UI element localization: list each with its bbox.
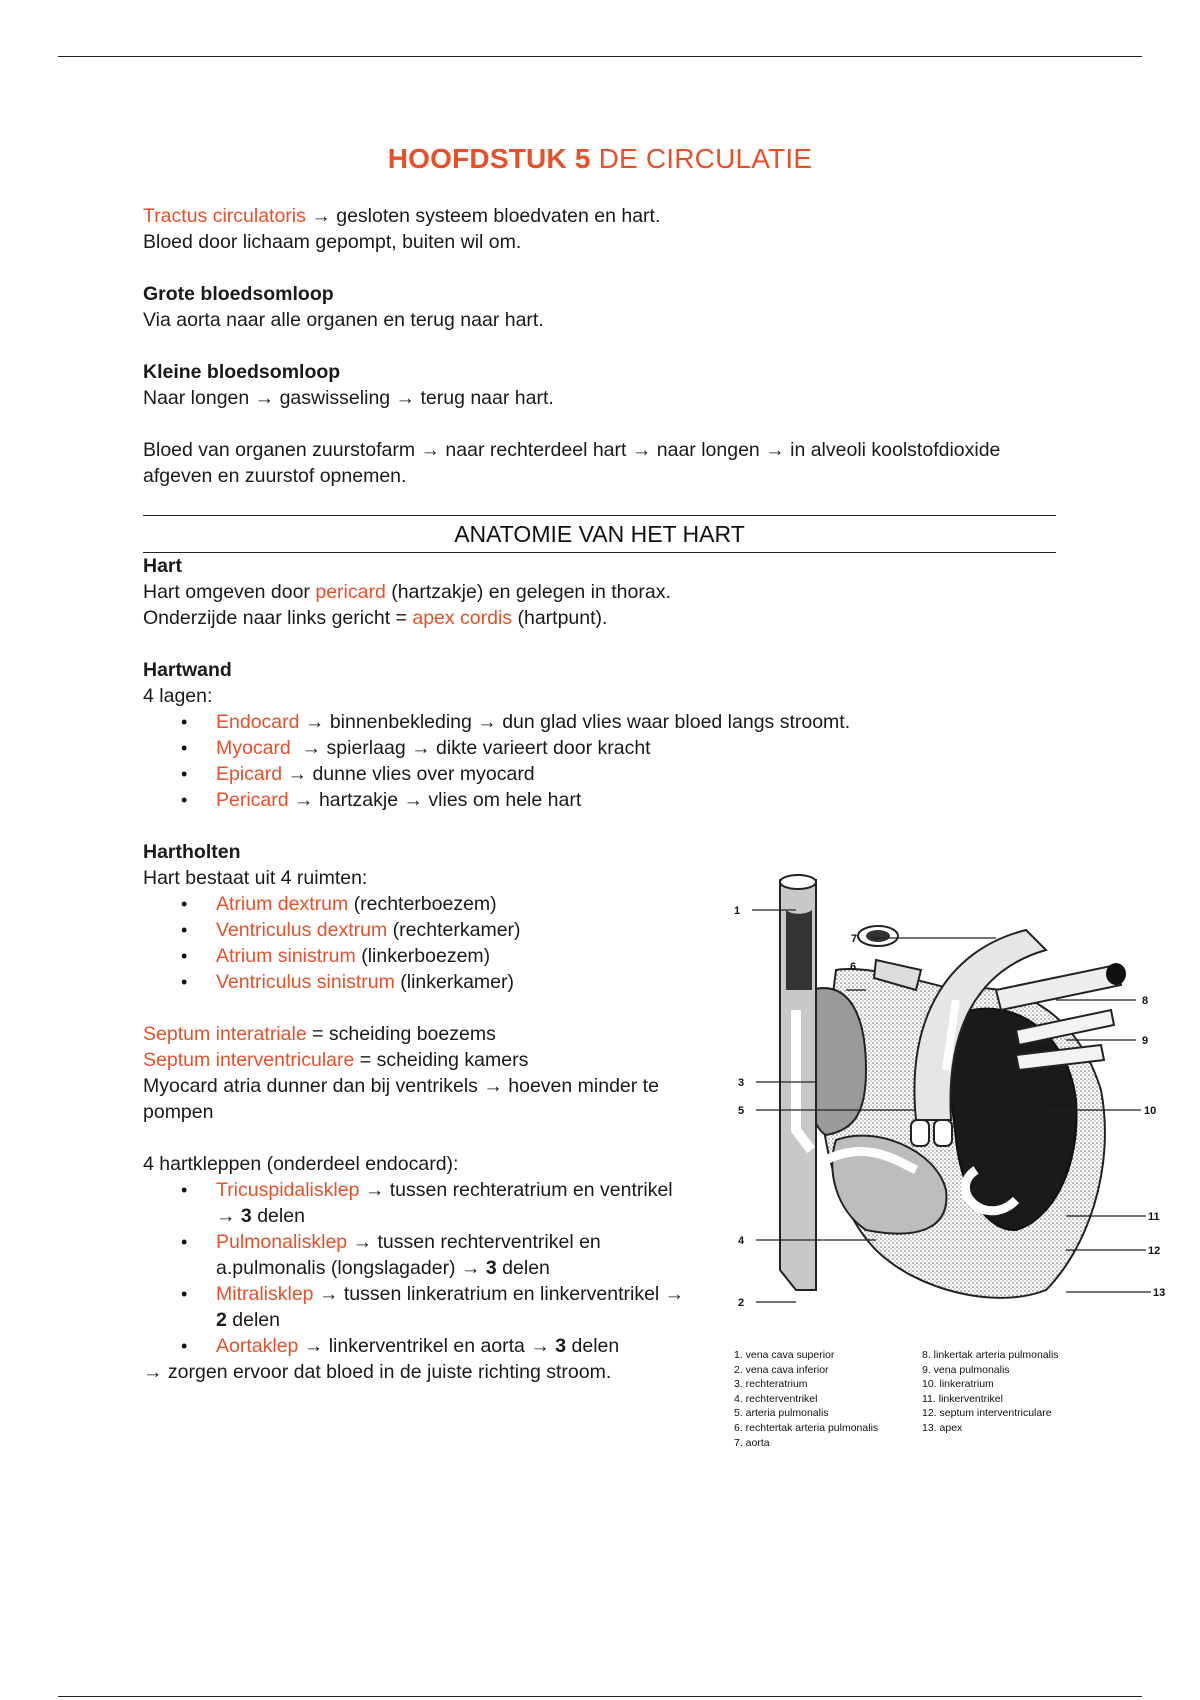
hartholten-list	[143, 891, 703, 995]
kleppen-list	[143, 1177, 703, 1359]
hartwand-list	[143, 709, 1043, 813]
list-item: • Atrium sinistrum (linkerboezem)	[143, 943, 703, 969]
myocard-line-2: pompen	[143, 1101, 214, 1123]
legend-left: 1. vena cava superior 2. vena cava inferior 3. rechteratrium 4. rechterventrikel 5. arteria pulmonalis 6. rechtertak arteria pulmonalis 7. aorta	[734, 1349, 879, 1449]
intro-block	[143, 203, 1058, 489]
term-tractus: Tractus circulatoris	[143, 205, 306, 227]
label-8: 8	[1142, 995, 1149, 1007]
list-item: • Ventriculus dextrum (rechterkamer)	[143, 917, 703, 943]
septum-line-1: Septum interatriale = scheiding boezems	[143, 1023, 496, 1045]
label-3: 3	[738, 1077, 745, 1089]
header-rule	[58, 56, 1142, 57]
label-10: 10	[1144, 1105, 1157, 1117]
text-kleine: Naar longen → gaswisseling → terug naar hart.	[143, 387, 554, 409]
label-5: 5	[738, 1105, 745, 1117]
septum-line-2: Septum interventriculare = scheiding kamers	[143, 1049, 529, 1071]
section-title: ANATOMIE VAN HET HART	[143, 515, 1056, 553]
label-4: 4	[738, 1235, 745, 1247]
text-grote: Via aorta naar alle organen en terug naar hart.	[143, 309, 544, 331]
label-7: 7	[851, 933, 858, 945]
hartwand-intro: 4 lagen:	[143, 685, 213, 707]
hartholten-intro: Hart bestaat uit 4 ruimten:	[143, 867, 368, 889]
anatomy-block	[143, 553, 851, 1385]
label-2: 2	[738, 1297, 745, 1309]
intro-line-2: Bloed door lichaam gepompt, buiten wil om.	[143, 231, 522, 253]
kleppen-footer: → zorgen ervoor dat bloed in de juiste richting stroom.	[143, 1361, 612, 1383]
list-item: • Pericard → hartzakje → vlies om hele hart	[143, 787, 1043, 813]
intro-line-1: Tractus circulatoris → gesloten systeem bloedvaten en hart.	[143, 205, 661, 227]
list-item: • Mitralisklep → tussen linkeratrium en linkerventrikel → 2 delen	[143, 1281, 703, 1333]
label-6: 6	[850, 961, 857, 973]
kleppen-intro: 4 hartkleppen (onderdeel endocard):	[143, 1153, 459, 1175]
legend-right: 8. linkertak arteria pulmonalis 9. vena pulmonalis 10. linkeratrium 11. linkerventrikel 12. septum interventriculare 13. apex	[922, 1349, 1059, 1434]
heading-hart: Hart	[143, 555, 183, 577]
myocard-line-1: Myocard atria dunner dan bij ventrikels → hoeven minder te	[143, 1075, 659, 1097]
heading-kleine: Kleine bloedsomloop	[143, 361, 341, 383]
label-13: 13	[1153, 1287, 1166, 1299]
list-item: • Ventriculus sinistrum (linkerkamer)	[143, 969, 703, 995]
page-title: HOOFDSTUK 5 DE CIRCULATIE	[387, 143, 813, 174]
heading-hartholten: Hartholten	[143, 841, 241, 863]
list-item: • Pulmonalisklep → tussen rechterventrikel en a.pulmonalis (longslagader) → 3 delen	[143, 1229, 703, 1281]
heart-illustration	[716, 870, 1176, 1350]
list-item: • Epicard → dunne vlies over myocard	[143, 761, 1043, 787]
bloed-line-2: afgeven en zuurstof opnemen.	[143, 465, 407, 487]
label-11: 11	[1148, 1211, 1160, 1223]
footer-rule	[58, 1696, 1142, 1697]
heading-grote: Grote bloedsomloop	[143, 283, 334, 305]
heading-hartwand: Hartwand	[143, 659, 232, 681]
list-item: • Atrium dextrum (rechterboezem)	[143, 891, 703, 917]
list-item: • Tricuspidalisklep → tussen rechteratrium en ventrikel → 3 delen	[143, 1177, 703, 1229]
list-item: • Endocard → binnenbekleding → dun glad vlies waar bloed langs stroomt.	[143, 709, 1043, 735]
hart-line-1: Hart omgeven door pericard (hartzakje) en gelegen in thorax.	[143, 581, 671, 603]
hart-line-2: Onderzijde naar links gericht = apex cordis (hartpunt).	[143, 607, 608, 629]
label-1: 1	[734, 905, 741, 917]
list-item: • Aortaklep → linkerventrikel en aorta → 3 delen	[143, 1333, 703, 1359]
bloed-line-1: Bloed van organen zuurstofarm → naar rechterdeel hart → naar longen → in alveoli koolstofdioxide	[143, 439, 1001, 461]
label-12: 12	[1148, 1245, 1161, 1257]
label-9: 9	[1142, 1035, 1149, 1047]
list-item: • Myocard → spierlaag → dikte varieert door kracht	[143, 735, 1043, 761]
heart-diagram	[716, 870, 1176, 1456]
